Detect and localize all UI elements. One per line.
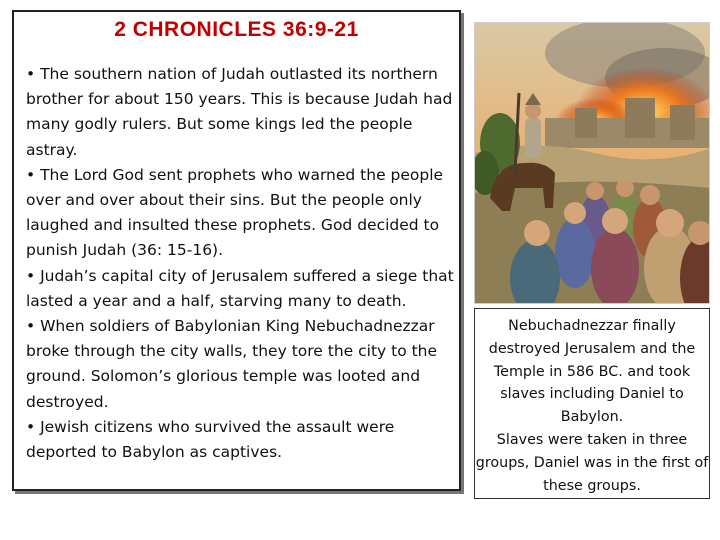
caption-box [474, 308, 710, 499]
bullet-list [26, 62, 456, 465]
bullet-item: • When soldiers of Babylonian King Nebuchadnezzar broke through the city walls, they tore the city to the ground. Solomon’s glorious temple was looted and destroyed. [26, 317, 438, 411]
bullet-item: • The Lord God sent prophets who warned the people over and over about their sins. But the people only laughed and insulted these prophets. God decided to punish Judah (36: 15-16). [26, 165, 444, 260]
bullet-item: • Jewish citizens who survived the assault were deported to Babylon as captives. [26, 417, 395, 462]
caption-text: Nebuchadnezzar finally destroyed Jerusalem and the Temple in 586 BC. and took slaves including Daniel to Babylon. [488, 318, 696, 426]
page-title: 2 CHRONICLES 36:9-21 [114, 18, 359, 41]
main-text-box [12, 10, 461, 491]
bullet-item: • The southern nation of Judah outlasted its northern brother for about 150 years. This is because Judah had many godly rulers. But some kings led the people astray. [26, 65, 453, 159]
illustration-burning-jerusalem [474, 22, 710, 304]
caption-text: Slaves were taken in three groups, Daniel was in the first of these groups. [475, 431, 709, 494]
bullet-item: • Judah’s capital city of Jerusalem suffered a siege that lasted a year and a half, starving many to death. [26, 266, 454, 310]
